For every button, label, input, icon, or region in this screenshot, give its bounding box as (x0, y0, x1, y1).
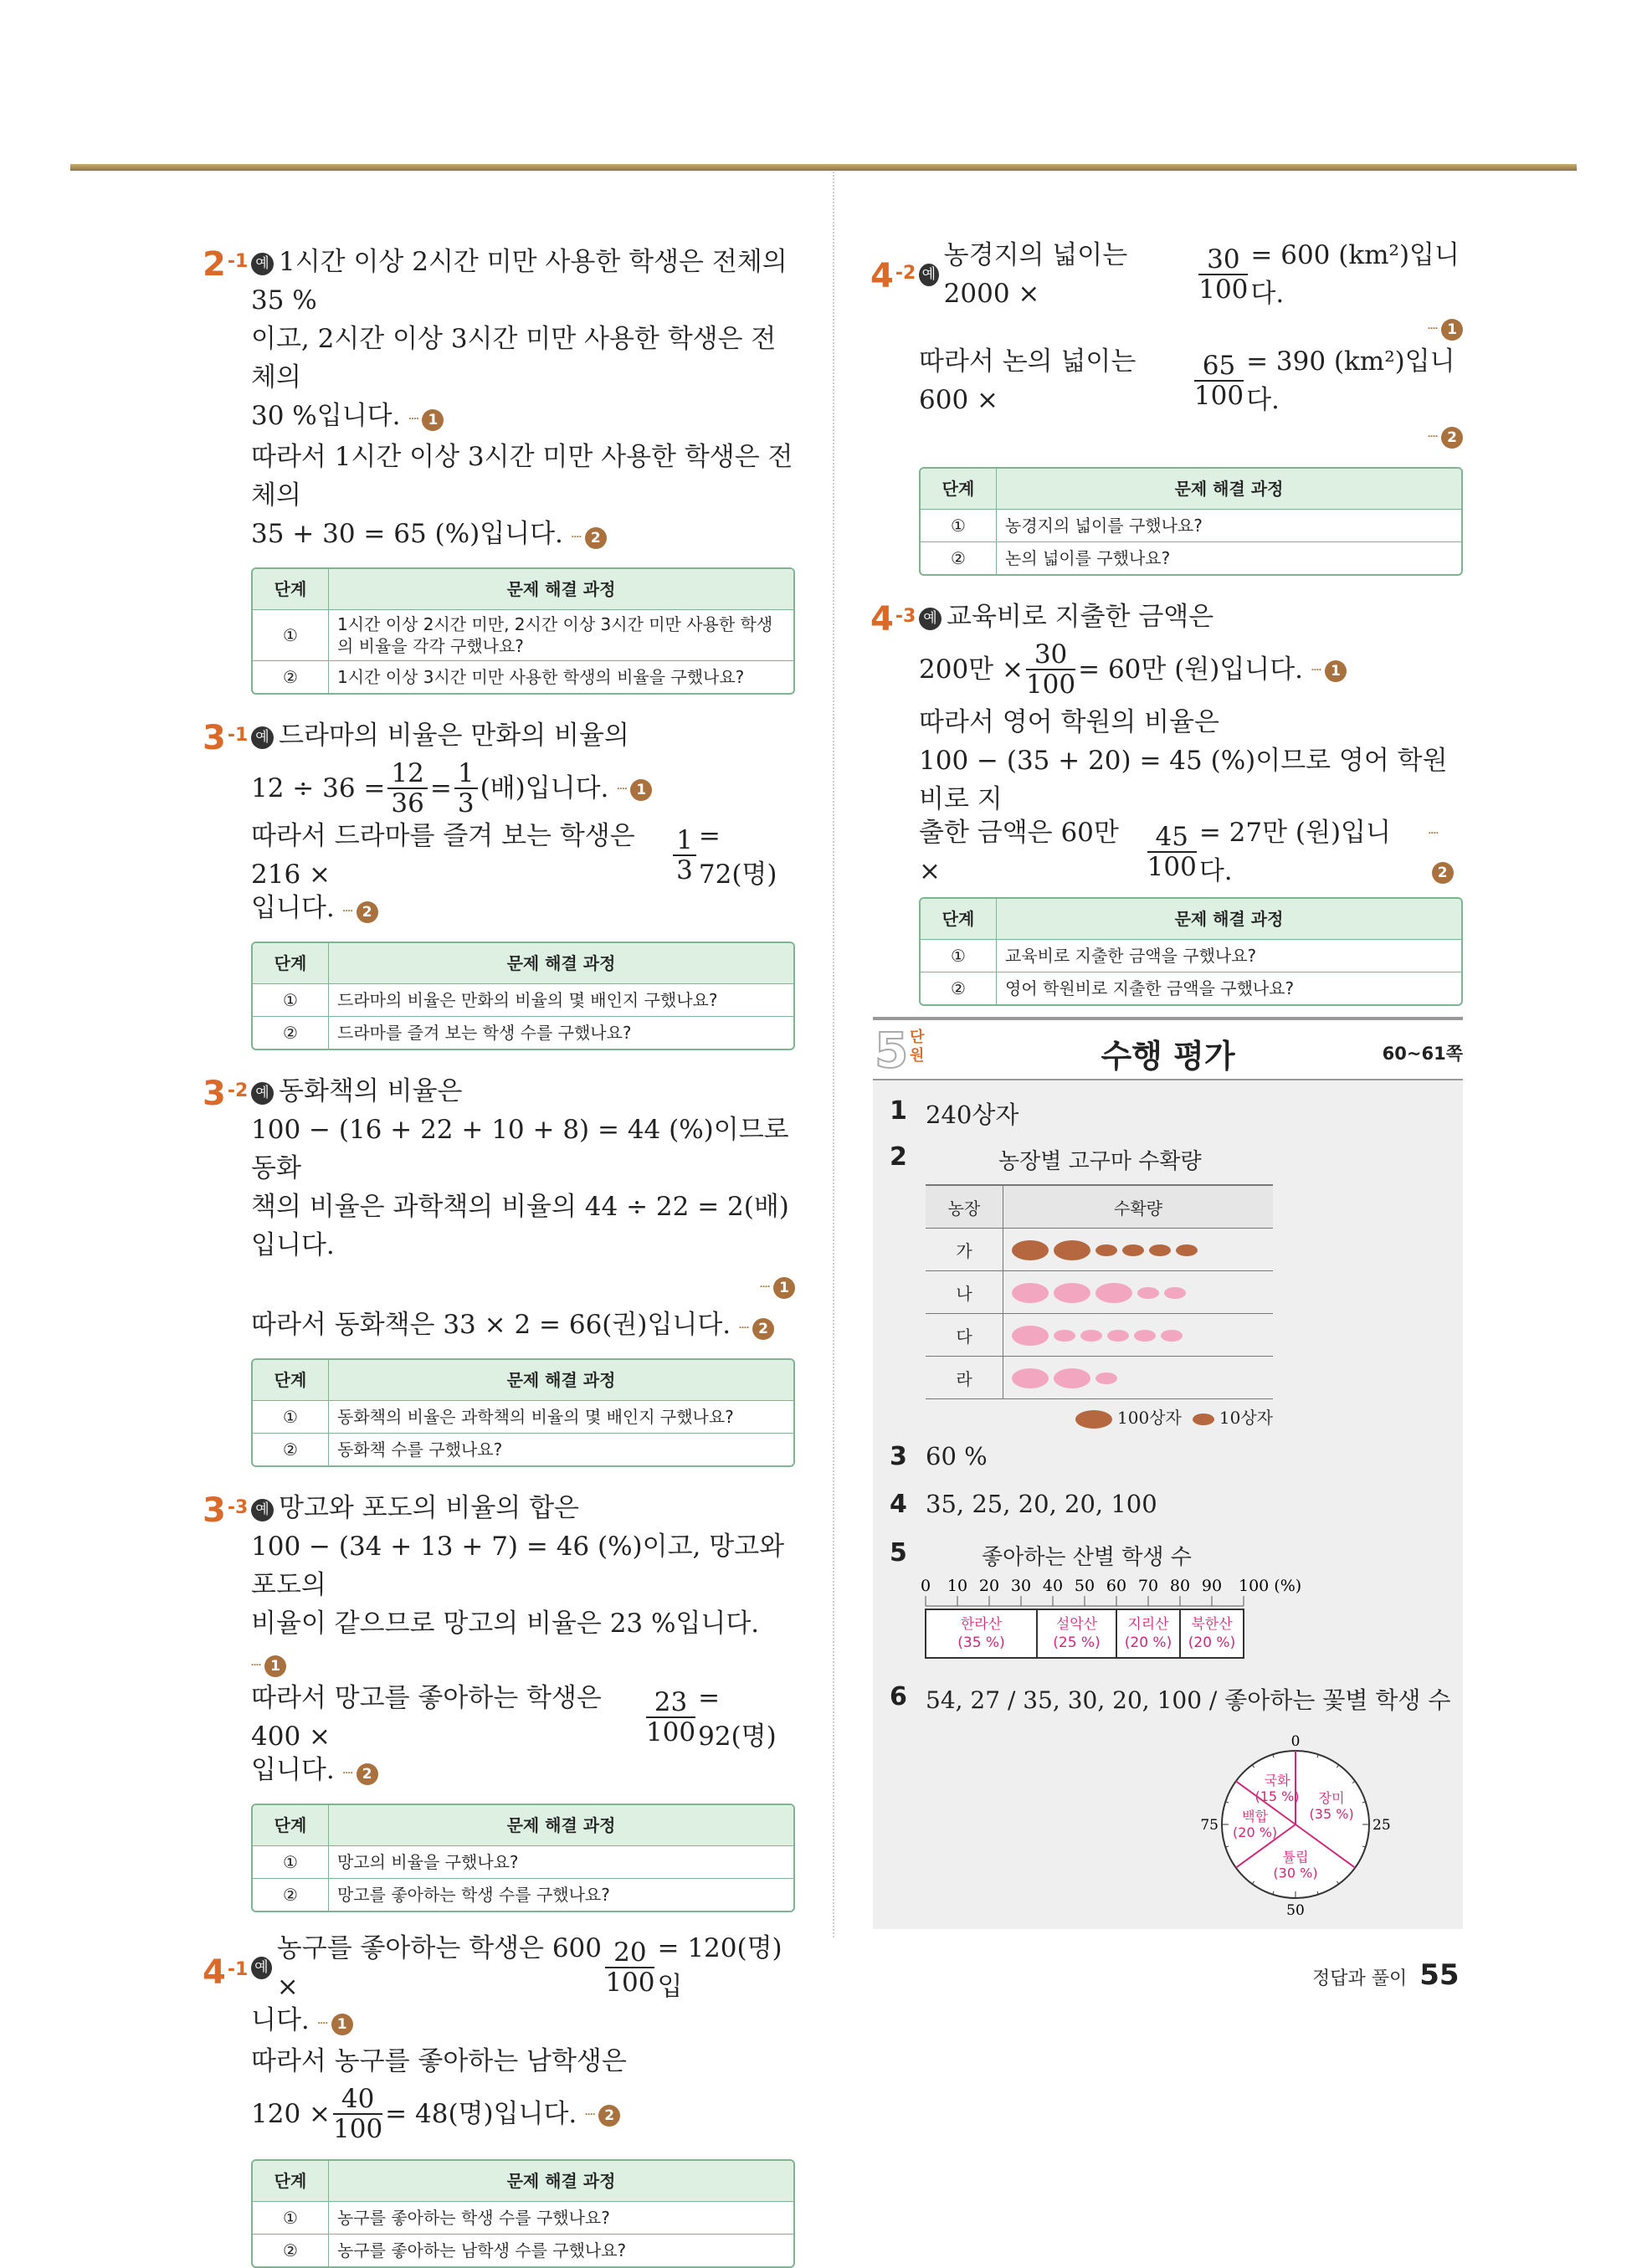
problem-number: $2_{-1}$ (203, 245, 249, 284)
big-potato-icon (1012, 1240, 1049, 1260)
pie-scale-label: 50 (1286, 1902, 1305, 1919)
big-potato-icon (1012, 1283, 1049, 1303)
band-tick-label: 90 (1201, 1578, 1223, 1595)
pie-slice-label: 장미 (1318, 1790, 1345, 1807)
small-potato-icon (1122, 1244, 1144, 1256)
right-column (870, 240, 1463, 1006)
band-tick-label: 10 (947, 1578, 968, 1595)
big-potato-icon (1075, 1410, 1112, 1429)
pie-scale-label: 0 (1290, 1733, 1301, 1750)
band-segment-label: 설악산 (1055, 1616, 1098, 1633)
grading-table: 단계 문제 해결 과정 ① 드라마의 비율은 만화의 비율의 몇 배인지 구했나요? ② 드라마를 즐겨 보는 학생 수를 구했나요? (251, 942, 795, 1050)
pie-slice-label: (35 %) (1309, 1806, 1354, 1823)
pie-slice-label: (20 %) (1233, 1824, 1278, 1840)
problem-3-3: $3_{-3}$ 예 망고와 포도의 비율의 합은 100 − (34 + 13 + 7) = 46 (%)이고, 망고와 포도의 비율이 같으므로 망고의 비율은 23 %입니다. ┈ 1 따라서 망고를 좋아하는 학생은 400 × $\frac{23}{100}$ = 92(명) 입니다. ┈ 2 단계 문제 해결 과정 ① 망고의 비율을 구했나요? ② 망고를 좋아하는 학생 수를 구했나요? (251, 1489, 795, 1912)
small-potato-icon (1054, 1330, 1075, 1342)
pie-slice-label: 국화 (1264, 1772, 1290, 1788)
big-potato-icon (1054, 1283, 1090, 1303)
small-potato-icon (1095, 1373, 1117, 1384)
band-segment-label: 한라산 (960, 1616, 1003, 1633)
band-tick-label: 100 (%) (1239, 1578, 1302, 1595)
grading-table: 단계 문제 해결 과정 ① 교육비로 지출한 금액을 구했나요? ② 영어 학원비로 지출한 금액을 구했나요? (919, 897, 1463, 1006)
small-potato-icon (1080, 1330, 1102, 1342)
small-potato-icon (1134, 1330, 1156, 1342)
band-tick-label: 30 (1010, 1578, 1032, 1595)
grading-table: 단계 문제 해결 과정 ① 동화책의 비율은 과학책의 비율의 몇 배인지 구했나요? ② 동화책 수를 구했나요? (251, 1358, 795, 1467)
small-potato-icon (1149, 1244, 1171, 1256)
problem-4-2: $4_{-2}$ 예 농경지의 넓이는 2000 × $\frac{30}{100}$ = 600 (km²)입니다. ┈ 1 따라서 논의 넓이는 600 × $\frac{65}{100}$ = 390 (km²)입니다. ┈ 2 단계 문제 해결 과정 ① 농경지의 넓이를 구했나요? ② 논의 넓이를 구했나요? (919, 243, 1463, 576)
small-potato-icon (1137, 1287, 1159, 1299)
band-tick-label: 80 (1169, 1578, 1191, 1595)
big-potato-icon (1054, 1368, 1090, 1388)
small-potato-icon (1161, 1330, 1183, 1342)
band-tick-label: 20 (978, 1578, 1000, 1595)
step-marker-1: ┈ 1 (408, 399, 444, 438)
top-rule (70, 164, 1577, 171)
band-segment-label: 북한산 (1191, 1616, 1233, 1633)
small-potato-icon (1193, 1414, 1214, 1425)
band-segment-label: (35 %) (957, 1634, 1005, 1651)
band-tick-label: 70 (1137, 1578, 1159, 1595)
small-potato-icon (1107, 1330, 1129, 1342)
band-segment-label: (20 %) (1124, 1634, 1172, 1651)
page-footer: 정답과 풀이 55 (1312, 1958, 1460, 1992)
small-potato-icon (1164, 1287, 1186, 1299)
grading-table: 단계 문제 해결 과정 ① 망고의 비율을 구했나요? ② 망고를 좋아하는 학생 수를 구했나요? (251, 1804, 795, 1912)
evaluation-header: 5 단 원 수행 평가 60~61쪽 (873, 1017, 1463, 1080)
problem-3-1: $3_{-1}$ 예 드라마의 비율은 만화의 비율의 12 ÷ 36 = $\frac{12}{36}$ = $\frac{1}{3}$ (배)입니다. ┈ 1 따라서 드라마를 즐겨 보는 학생은 216 × $\frac{1}{3}$ = 72(명) 입니다. ┈ 2 단계 문제 해결 과정 ① 드라마의 비율은 만화의 비율의 몇 배인지 구했나요? ② 드라마를 즐겨 보는 학생 수를 구했나요? (251, 716, 795, 1050)
band-tick-label: 0 (920, 1578, 931, 1595)
grading-table: 단계 문제 해결 과정 ① 농구를 좋아하는 학생 수를 구했나요? ② 농구를 좋아하는 남학생 수를 구했나요? (251, 2159, 795, 2268)
pie-slice-label: (15 %) (1254, 1788, 1300, 1804)
small-potato-icon (1176, 1244, 1198, 1256)
step-marker-2: ┈ 2 (572, 517, 607, 556)
column-divider (833, 172, 834, 1937)
band-tick-label: 50 (1074, 1578, 1095, 1595)
big-potato-icon (1012, 1326, 1049, 1346)
example-mark: 예 (251, 253, 274, 275)
big-potato-icon (1054, 1240, 1090, 1260)
left-column (203, 243, 795, 2268)
big-potato-icon (1012, 1368, 1049, 1388)
grading-table: 단계 문제 해결 과정 ① 농경지의 넓이를 구했나요? ② 논의 넓이를 구했나요? (919, 467, 1463, 576)
grading-table: 단계 문제 해결 과정 ① 1시간 이상 2시간 미만, 2시간 이상 3시간 미만 사용한 학생의 비율을 각각 구했나요? ② 1시간 이상 3시간 미만 사용한 학생의 비율을 구했나요? (251, 567, 795, 695)
pie-scale-label: 25 (1372, 1817, 1391, 1834)
band-segment-label: (20 %) (1188, 1634, 1236, 1651)
small-potato-icon (1095, 1244, 1117, 1256)
pie-slice-label: 튤립 (1282, 1849, 1309, 1865)
band-graph (919, 1578, 1304, 1670)
pie-slice-label: 백합 (1242, 1809, 1269, 1824)
performance-evaluation: 5 단 원 수행 평가 60~61쪽 1 240상자 2 농장별 고구마 수확량 농장 수확량 가 나 다 라 100상자 10상자 3 60 % 4 35, 25, 20, 20, 100 5 좋아하는 산별 학생 수 0 10 20 30 40 50 60 70 80 90 100 (%) 한라산 (35 %) 설악산 (25 %) 지리산 (20 %) 북한산 (20 %) 6 54, 27 / 35, 30, 20, 100 / 좋아하는 꽃별 학생 수 장미 (35 %) 튤립 (30 %) 백합 (20 %) 국화 (15 %) 0 25 50 75 (873, 1017, 1463, 1929)
band-segment-label: (25 %) (1053, 1634, 1101, 1651)
band-tick-label: 40 (1042, 1578, 1064, 1595)
band-tick-label: 60 (1106, 1578, 1127, 1595)
big-potato-icon (1095, 1283, 1132, 1303)
evaluation-title: 수행 평가 (1101, 1038, 1235, 1075)
problem-3-2: $3_{-2}$ 예 동화책의 비율은 100 − (16 + 22 + 10 + 8) = 44 (%)이므로 동화 책의 비율은 과학책의 비율의 44 ÷ 22 = 2(배)입니다. ┈ 1 따라서 동화책은 33 × 2 = 66(권)입니다. ┈ 2 단계 문제 해결 과정 ① 동화책의 비율은 과학책의 비율의 몇 배인지 구했나요? ② 동화책 수를 구했나요? (251, 1072, 795, 1467)
pie-scale-label: 75 (1200, 1817, 1219, 1834)
pie-chart (1195, 1724, 1396, 1925)
problem-2-1: $2_{-1}$ 예 1시간 이상 2시간 미만 사용한 학생은 전체의 35 % 이고, 2시간 이상 3시간 미만 사용한 학생은 전체의 30 %입니다. ┈ 1 따라서 1시간 이상 3시간 미만 사용한 학생은 전체의 35 + 30 = 65 (%)입니다. ┈ 2 단계 문제 해결 과정 ① 1시간 이상 2시간 미만, 2시간 이상 3시간 미만 사용한 학생의 비율을 각각 구했나요? ② 1시간 이상 3시간 미만 사용한 학생의 비율을 구했나요? (251, 243, 795, 695)
pictograph: 농장 수확량 가 나 다 라 100상자 10상자 (926, 1184, 1273, 1429)
problem-4-1: $4_{-1}$ 예 농구를 좋아하는 학생은 600 × $\frac{20}{100}$ = 120(명)입 니다. ┈ 1 따라서 농구를 좋아하는 남학생은 120 × $\frac{40}{100}$ = 48(명)입니다. ┈ 2 단계 문제 해결 과정 ① 농구를 좋아하는 학생 수를 구했나요? ② 농구를 좋아하는 남학생 수를 구했나요? (251, 1934, 795, 2268)
band-segment-label: 지리산 (1127, 1616, 1169, 1633)
problem-4-3: $4_{-3}$ 예 교육비로 지출한 금액은 200만 × $\frac{30}{100}$ = 60만 (원)입니다. ┈ 1 따라서 영어 학원의 비율은 100 − (35 + 20) = 45 (%)이므로 영어 학원비로 지 출한 금액은 60만 × $\frac{45}{100}$ = 27만 (원)입니다. ┈2 단계 문제 해결 과정 ① 교육비로 지출한 금액을 구했나요? ② 영어 학원비로 지출한 금액을 구했나요? (919, 598, 1463, 1006)
pie-slice-label: (30 %) (1273, 1865, 1318, 1881)
